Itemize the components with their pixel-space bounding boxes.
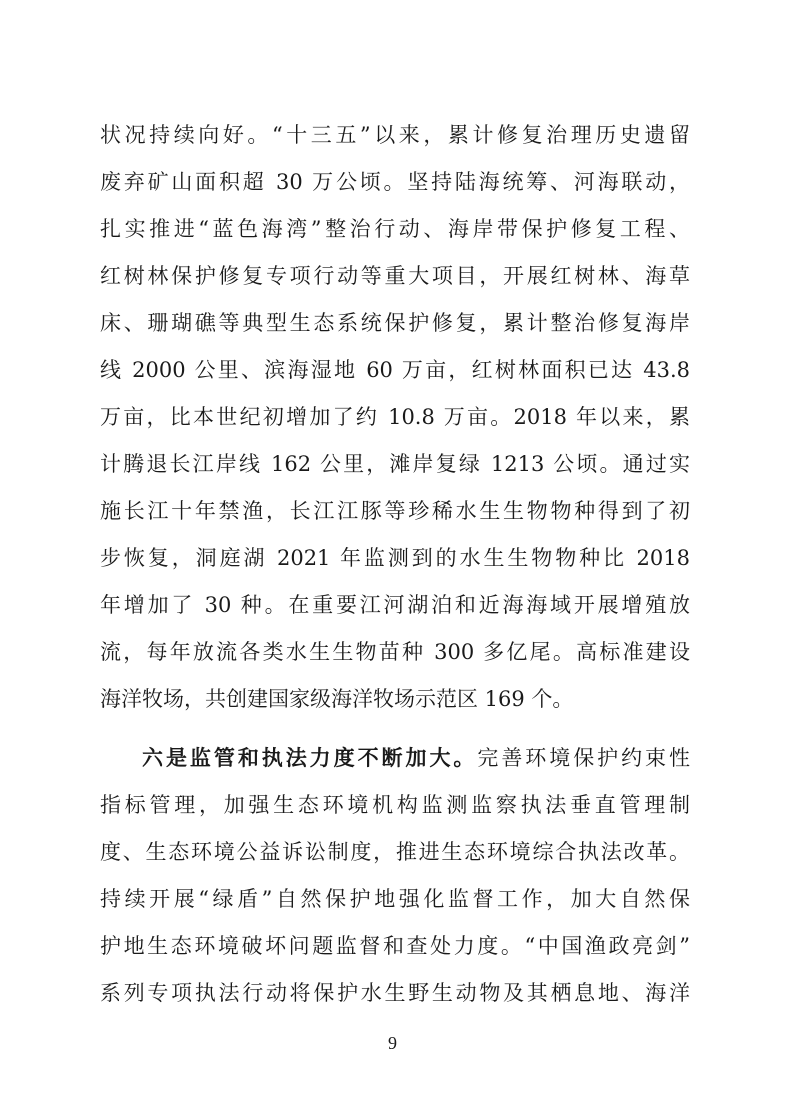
text-line: 度、生态环境公益诉讼制度，推进生态环境综合执法改革。 — [100, 840, 690, 864]
paragraph-2 — [100, 735, 690, 1017]
paragraph-1 — [100, 112, 690, 723]
text-line: 床、珊瑚礁等典型生态系统保护修复，累计整治修复海岸 — [100, 311, 690, 335]
text-line: 持续开展“绿盾”自然保护地强化监督工作，加大自然保 — [100, 887, 690, 911]
text-line: 红树林保护修复专项行动等重大项目，开展红树林、海草 — [100, 264, 690, 288]
paragraph-lead-heading: 六是监管和执法力度不断加大。 — [142, 746, 478, 770]
body-text — [100, 112, 690, 1017]
text-line: 步恢复，洞庭湖 2021 年监测到的水生生物物种比 2018 — [100, 546, 690, 570]
text-line: 护地生态环境破坏问题监督和查处力度。“中国渔政亮剑” — [100, 934, 690, 958]
text-line: 计腾退长江岸线 162 公里，滩岸复绿 1213 公顷。通过实 — [100, 452, 690, 476]
text-line: 废弃矿山面积超 30 万公顷。坚持陆海统筹、河海联动， — [100, 170, 690, 194]
paragraph-gap — [100, 723, 690, 735]
page-number: 9 — [388, 1033, 397, 1053]
text-line: 扎实推进“蓝色海湾”整治行动、海岸带保护修复工程、 — [100, 217, 690, 241]
text-line: 状况持续向好。“十三五”以来，累计修复治理历史遗留 — [100, 123, 690, 147]
paragraph-first-line — [100, 735, 690, 782]
text-line: 施长江十年禁渔，长江江豚等珍稀水生生物物种得到了初 — [100, 499, 690, 523]
text-line: 海洋牧场，共创建国家级海洋牧场示范区 169 个。 — [100, 687, 574, 711]
text-line: 流，每年放流各类水生生物苗种 300 多亿尾。高标准建设 — [100, 640, 690, 664]
paragraph-first-line-text: 完善环境保护约束性 — [477, 746, 690, 770]
text-line: 系列专项执法行动将保护水生野生动物及其栖息地、海洋 — [100, 981, 690, 1005]
text-line: 年增加了 30 种。在重要江河湖泊和近海海域开展增殖放 — [100, 593, 690, 617]
text-line: 线 2000 公里、滨海湿地 60 万亩，红树林面积已达 43.8 — [100, 358, 690, 382]
text-line: 万亩，比本世纪初增加了约 10.8 万亩。2018 年以来，累 — [100, 405, 690, 429]
text-line: 指标管理，加强生态环境机构监测监察执法垂直管理制 — [100, 793, 690, 817]
